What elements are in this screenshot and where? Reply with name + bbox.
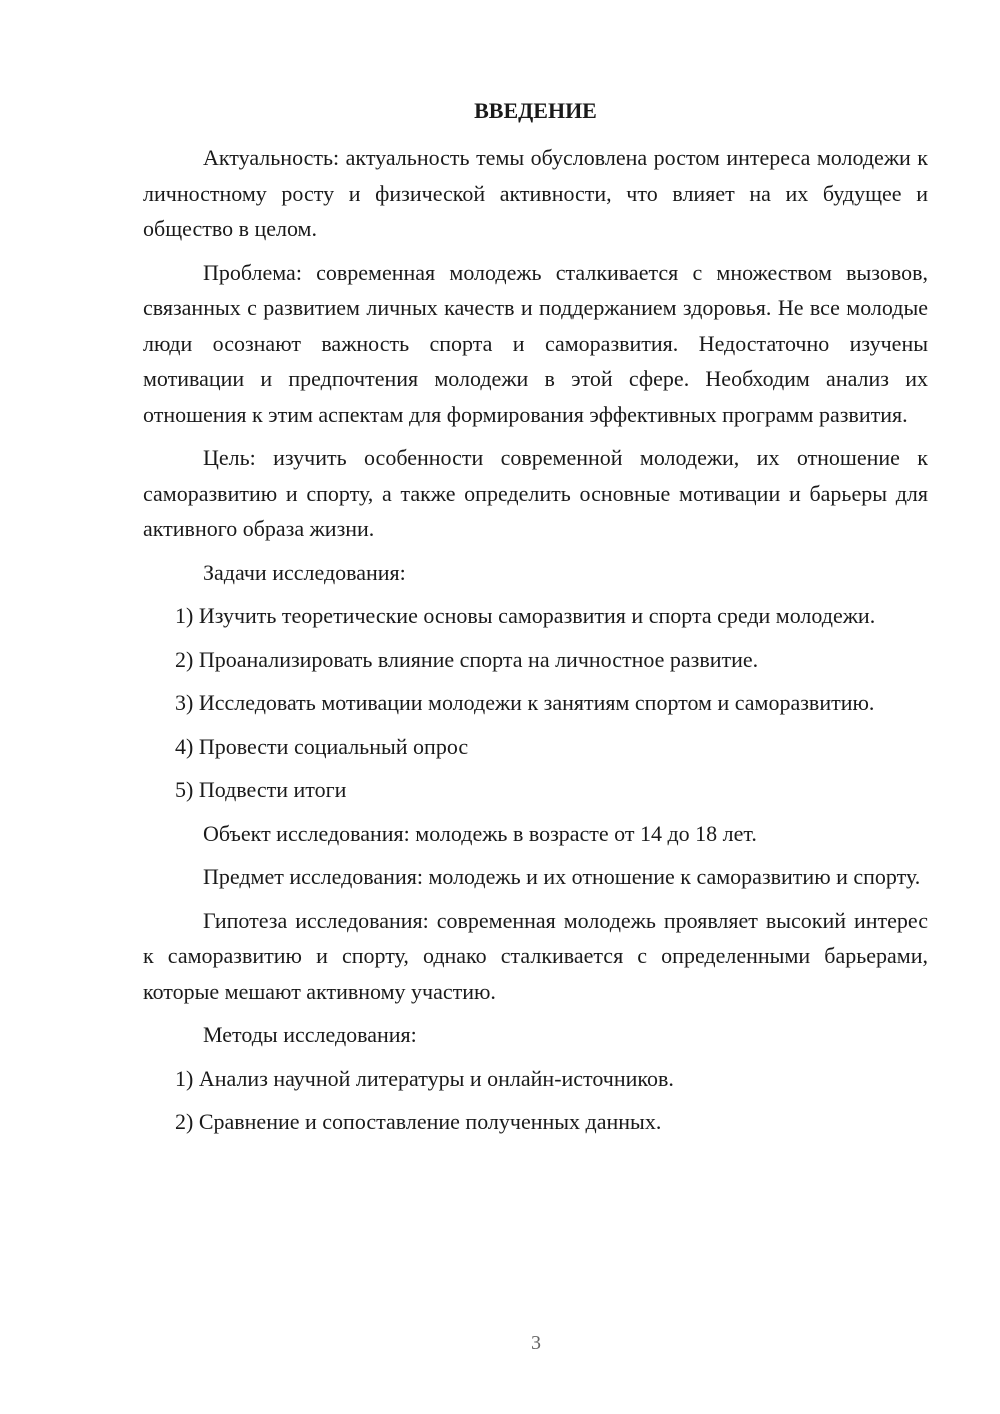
page-content <box>143 93 928 1148</box>
tasks-heading: Задачи исследования: <box>203 559 406 585</box>
task-item: 3) Исследовать мотивации молодежи к занятиям спортом и саморазвитию. <box>175 690 875 715</box>
task-item: 4) Провести социальный опрос <box>175 733 469 759</box>
task-item: 2) Проанализировать влияние спорта на личностное развитие. <box>175 646 759 672</box>
task-item: 5) Подвести итоги <box>175 777 347 802</box>
page-number: 3 <box>531 1332 541 1354</box>
problem-paragraph: Проблема: современная молодежь сталкивается с множеством вызовов, связанных с развитием личных качеств и поддержанием здоровья. Не все молодые люди осознают важность спорта и саморазвития. Недостаточно изучены мотивации и предпочтения молодежи в этой сфере. Необходим анализ их отношения к этим аспектам для формирования эффективных программ развития. <box>143 259 928 427</box>
relevance-paragraph: Актуальность: актуальность темы обусловлена ростом интереса молодежи к личностному росту и физической активности, что влияет на их будущее и общество в целом. <box>143 145 928 241</box>
method-item: 2) Сравнение и сопоставление полученных данных. <box>175 1109 662 1134</box>
method-item: 1) Анализ научной литературы и онлайн-источников. <box>175 1065 674 1091</box>
goal-paragraph: Цель: изучить особенности современной молодежи, их отношение к саморазвитию и спорту, а также определить основные мотивации и барьеры для активного образа жизни. <box>143 445 928 541</box>
section-title: ВВЕДЕНИЕ <box>474 98 597 123</box>
hypothesis-paragraph: Гипотеза исследования: современная молодежь проявляет высокий интерес к саморазвитию и спорту, однако сталкивается с определенными барьерами, которые мешают активному участию. <box>143 907 928 1004</box>
methods-heading: Методы исследования: <box>203 1022 417 1047</box>
subject-paragraph: Предмет исследования: молодежь и их отношение к саморазвитию и спорту. <box>203 864 921 889</box>
object-paragraph: Объект исследования: молодежь в возрасте от 14 до 18 лет. <box>203 820 757 846</box>
task-item: 1) Изучить теоретические основы саморазвития и спорта среди молодежи. <box>175 603 876 628</box>
